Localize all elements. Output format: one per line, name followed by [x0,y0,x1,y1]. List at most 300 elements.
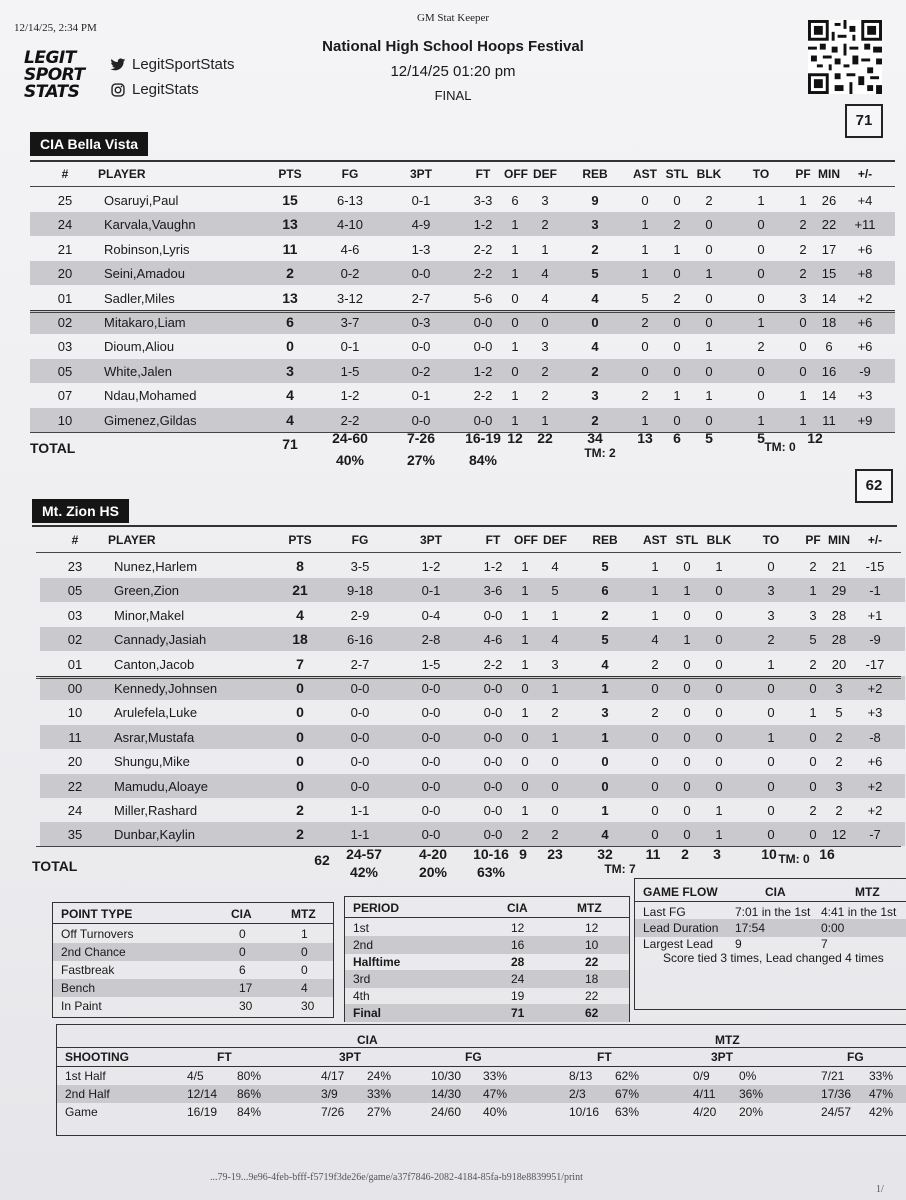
stat-off: 0 [511,315,519,330]
game-flow-note: Score tied 3 times, Lead changed 4 times [663,951,884,965]
stat-ast: 0 [641,363,649,379]
team-b-name: Mt. Zion HS [32,499,129,523]
stat-stl: 0 [683,656,691,672]
stat-stl: 0 [683,607,691,623]
table-row: 4th 19 22 [353,989,599,1003]
stat-ft: 0-0 [483,803,503,818]
stat-blk: 1 [715,803,723,818]
stat-name: Robinson,Lyris [104,241,190,257]
stat-to: 0 [767,681,775,696]
stat-reb: 3 [601,705,609,721]
stat-name: Dunbar,Kaylin [114,827,195,843]
stat-ast: 0 [641,339,649,355]
stat-num: 05 [57,363,73,379]
stat-def: 4 [551,559,559,574]
stat-stl: 2 [673,290,681,306]
stat-num: 03 [57,339,73,355]
player-row [30,237,895,261]
stat-def: 1 [551,729,559,745]
stat-reb: 1 [601,681,609,696]
stat-tp: 0-1 [421,583,441,599]
stat-reb: 3 [591,388,599,404]
divider [30,160,895,162]
stat-blk: 0 [715,778,723,794]
stat-sheet: 12/14/25, 2:34 PM GM Stat Keeper LEGIT SPORT STATS LegitSportStats LegitStats National High School Hoops Festival 12/14/25 01:20 pm FINAL 71 CIA Bella Vista # PLAYER PTS FG 3PT FT OFF DEF REB AST STL BLK TO PF MIN +/- 25 Osaruyi,Paul 15 6-13 0-1 3-3 6 3 9 0 0 2 1 1 26 +4 24 Karvala,Vaughn 13 4-10 4-9 1-2 1 2 3 1 2 0 0 2 22 +11 21 Robinson,Lyris 11 4-6 1-3 2-2 1 1 2 1 1 0 0 2 17 +6 20 Seini,Amadou 2 0-2 0-0 2-2 1 4 5 1 0 1 0 2 15 +8 01 Sadler,Miles 13 3-12 2-7 5-6 0 4 4 5 2 0 0 3 14 +2 02 Mitakaro,Liam 6 3-7 0-3 0-0 0 0 0 2 0 0 1 0 18 +6 03 Dioum,Aliou 0 0-1 0-0 0-0 1 3 4 0 0 1 2 0 6 +6 05 White,Jalen 3 1-5 0-2 1-2 0 2 2 0 0 0 0 0 16 -9 07 Ndau,Mohamed 4 1-2 0-1 2-2 1 2 3 2 1 1 0 1 14 +3 10 Gimenez,Gildas 4 2-2 0-0 0-0 1 1 2 1 0 0 1 1 11 +9 TOTAL 71 24-60 7-26 16-19 12 22 34 13 6 5 5 12 40% 27% 84% TM: 2 TM: 0 62 Mt. Zion HS # PLAYER PTS FG 3PT FT OFF DEF REB AST STL BLK TO PF MIN +/- 23 Nunez,Harlem 8 3-5 1-2 1-2 1 4 5 1 0 1 0 2 21 -15 05 Green,Zion 21 9-18 0-1 3-6 1 5 6 1 1 0 3 1 29 -1 03 Minor,Makel 4 2-9 0-4 0-0 1 1 2 1 0 0 3 3 28 +1 02 Cannady,Jasiah 18 6-16 2-8 4-6 1 4 5 4 1 0 2 5 28 -9 01 Canton,Jacob 7 2-7 1-5 2-2 1 3 4 2 0 0 1 2 20 -17 00 Kennedy,Johnsen 0 0-0 0-0 0-0 0 1 1 0 0 0 0 0 3 +2 10 Arulefela,Luke 0 0-0 0-0 0-0 1 2 3 2 0 0 0 1 5 +3 11 Asrar,Mustafa 0 0-0 0-0 0-0 0 1 1 0 0 0 1 0 2 -8 20 Shungu,Mike 0 0-0 0-0 0-0 0 0 0 0 0 0 0 0 2 +6 22 Mamudu,Aloaye 0 0-0 0-0 0-0 0 0 0 0 0 0 0 0 3 +2 24 Miller,Rashard 2 1-1 0-0 0-0 1 0 1 0 0 1 0 2 2 +2 35 Dunbar,Kaylin 2 1-1 0-0 0-0 2 2 4 0 0 1 0 0 12 -7 TOTAL 62 24-57 4-20 10-16 9 23 32 11 2 3 10 16 42% 20% 63% TM: 7 TM: 0 POINT TYPE CIA MTZ Off Turnovers 0 1 2nd Chance 0 0 Fastbreak 6 0 Bench 17 4 In Paint 30 30 PERIOD CIA MTZ 1st 12 12 2nd 16 10 Halftime 28 22 3rd 24 18 4th 19 22 Final 71 62 GAME FLOW CIA MTZ Last FG 7:01 in the 1st 4:41 in the 1st Lead Duration 17:54 0:00 Largest Lead 9 7 Score tied 3 times, Lead changed 4 times CIA MTZ SHOOTING FT 3PT FG FT 3PT FG 1st Half 4/5 80% 4/17 24% 10/30 33% 8/13 62% 0/9 0% 7/21 33% 2nd Half 12/14 86% 3/9 33% 14/30 47% 2/3 67% 4/11 36% 17/36 47% Game 16/19 84% 7/26 27% 24/60 40% 10/16 63% 4/20 20% 24/57 42% ...79-19...9e96-4feb-bfff-f5719f3de26e/game/a37f7846-2082-4184-85fa-b918e8839951/print 1/ [0,0,906,1200]
team-a-total-label: TOTAL [30,440,76,456]
stat-reb: 0 [591,315,599,330]
stat-ft: 0-0 [483,681,503,696]
stat-ft: 0-0 [473,412,493,428]
period-table: PERIOD CIA MTZ 1st 12 12 2nd 16 10 Halftime 28 22 3rd 24 18 4th 19 22 Final 71 62 [344,896,630,1022]
stat-num: 10 [67,705,83,721]
stat-name: Green,Zion [114,583,180,599]
stat-def: 0 [551,778,559,794]
stat-pm: +6 [857,315,873,330]
team-b-column-header: # PLAYER PTS FG 3PT FT OFF DEF REB AST STL BLK TO PF MIN +/- [71,533,883,547]
stat-ast: 1 [651,559,659,574]
stat-blk: 0 [705,241,713,257]
stat-blk: 0 [705,412,713,428]
stat-pm: +4 [857,193,873,208]
stat-to: 3 [767,607,775,623]
table-row: Halftime 28 22 [353,955,599,969]
stat-ast: 0 [651,803,659,818]
stat-min: 20 [831,656,847,672]
stat-stl: 0 [683,778,691,794]
player-row [30,383,895,407]
stat-pf: 3 [809,607,817,623]
stat-name: Shungu,Mike [114,754,190,770]
legit-sport-stats-logo: LEGIT SPORT STATS [24,48,85,102]
qr-code-icon [808,20,882,94]
stat-fg: 1-5 [340,363,360,379]
stat-tp: 0-3 [411,315,431,330]
stat-pm: +9 [857,412,873,428]
stat-off: 0 [511,290,519,306]
stat-pm: +1 [867,607,883,623]
stat-name: Kennedy,Johnsen [114,681,218,696]
stat-tp: 0-0 [421,778,441,794]
stat-ast: 0 [651,754,659,770]
stat-pm: +2 [857,290,873,306]
stat-to: 0 [757,363,765,379]
stat-reb: 0 [601,754,609,770]
stat-stl: 2 [673,217,681,233]
stat-name: Canton,Jacob [114,656,195,672]
footer-url: ...79-19...9e96-4feb-bfff-f5719f3de26e/game/a37f7846-2082-4184-85fa-b918e8839951/print [210,1172,583,1183]
stat-name: Sadler,Miles [104,290,175,306]
stat-pts: 3 [286,362,294,379]
stat-ast: 2 [651,656,659,672]
stat-pm: -8 [869,729,881,745]
stat-tp: 0-0 [421,681,441,696]
stat-stl: 0 [683,803,691,818]
stat-tp: 0-0 [411,412,431,428]
game-status: FINAL [434,88,472,103]
stat-blk: 0 [705,290,713,306]
stat-stl: 0 [683,827,691,843]
instagram-handle: LegitStats [110,81,199,98]
stat-def: 0 [551,803,559,818]
stat-pts: 4 [286,411,294,428]
shooting-row: 2nd Half 12/14 86% 3/9 33% 14/30 47% 2/3 67% 4/11 36% 17/36 47% [57,1085,906,1103]
stat-fg: 3-5 [350,559,370,574]
stat-pf: 0 [809,827,817,843]
stat-pf: 2 [809,656,817,672]
stat-name: Karvala,Vaughn [104,217,196,233]
stat-pm: +11 [854,217,876,233]
stat-stl: 0 [673,339,681,355]
stat-tp: 4-9 [411,217,431,233]
stat-fg: 2-7 [350,656,370,672]
stat-stl: 0 [683,705,691,721]
stat-ast: 4 [651,632,659,648]
stat-off: 1 [521,583,529,599]
stat-pf: 2 [809,559,817,574]
stat-ast: 0 [651,827,659,843]
stat-ft: 4-6 [483,632,503,648]
stat-def: 1 [551,607,559,623]
stat-tp: 0-0 [411,339,431,355]
stat-min: 11 [822,412,836,428]
stat-fg: 1-1 [350,803,370,818]
twitter-handle: LegitSportStats [110,56,235,73]
stat-pm: +6 [857,241,873,257]
event-datetime: 12/14/25 01:20 pm [390,63,516,80]
player-row [40,652,905,676]
player-row [40,700,905,724]
stat-pts: 8 [296,558,304,574]
stat-off: 0 [521,729,529,745]
stat-to: 1 [757,412,765,428]
stat-to: 0 [767,754,775,770]
stat-reb: 2 [591,412,599,428]
stat-reb: 4 [601,827,609,843]
player-row [30,334,895,358]
player-row [40,676,905,700]
stat-off: 1 [521,559,529,574]
table-row: Largest Lead 9 7 [643,937,828,951]
stat-off: 1 [521,607,529,623]
stat-ft: 0-0 [473,315,493,330]
stat-ft: 3-3 [473,193,493,208]
stat-num: 25 [57,193,73,208]
table-row: Off Turnovers 0 1 [61,927,308,941]
stat-ast: 1 [641,266,649,282]
stat-to: 0 [757,388,765,404]
stat-min: 17 [821,241,837,257]
stat-reb: 4 [601,656,609,672]
stat-ft: 2-2 [473,241,493,257]
stat-fg: 4-6 [340,241,360,257]
stat-ast: 0 [651,778,659,794]
stat-min: 28 [831,632,847,648]
stat-min: 28 [831,607,847,623]
stat-ast: 5 [641,290,649,306]
stat-def: 3 [541,193,549,208]
stat-pts: 0 [296,728,304,745]
stat-min: 2 [835,754,843,770]
stat-pts: 21 [292,582,308,599]
stat-pm: +3 [867,705,883,721]
stat-to: 1 [767,729,775,745]
stat-off: 6 [511,193,519,208]
stat-def: 3 [541,339,549,355]
stat-ft: 0-0 [483,705,503,721]
stat-ast: 0 [641,193,649,208]
stat-blk: 0 [705,217,713,233]
stat-min: 5 [835,705,843,721]
stat-name: Seini,Amadou [104,266,185,282]
stat-def: 0 [551,754,559,770]
stat-num: 35 [67,827,83,843]
stat-def: 2 [541,217,549,233]
stat-fg: 3-7 [340,315,360,330]
stat-blk: 1 [715,559,723,574]
stat-pts: 0 [296,777,304,794]
stat-pts: 2 [296,802,304,818]
stat-pts: 13 [282,216,298,233]
stat-stl: 0 [673,266,681,282]
stat-num: 20 [57,266,73,282]
stat-def: 2 [541,363,549,379]
stat-name: Nunez,Harlem [114,559,198,574]
stat-tp: 0-0 [421,705,441,721]
stat-pts: 0 [286,338,294,355]
stat-to: 0 [767,778,775,794]
stat-num: 23 [67,559,83,574]
stat-blk: 0 [715,607,723,623]
stat-pf: 1 [799,193,807,208]
stat-pts: 2 [296,826,304,843]
stat-pts: 18 [292,631,308,648]
stat-tp: 0-0 [421,827,441,843]
stat-to: 0 [767,803,775,818]
stat-ast: 1 [641,217,649,233]
stat-pts: 11 [282,240,298,257]
stat-to: 0 [757,266,765,282]
stat-to: 0 [767,705,775,721]
stat-ast: 2 [641,388,649,404]
stat-ft: 1-2 [473,363,493,379]
stat-tp: 0-0 [421,754,441,770]
stat-to: 0 [757,241,765,257]
stat-num: 02 [57,315,73,330]
stat-pm: -1 [869,583,881,599]
stat-ft: 0-0 [483,827,503,843]
stat-blk: 1 [705,388,713,404]
stat-pf: 3 [799,290,807,306]
stat-name: Mitakaro,Liam [104,315,186,330]
team-a-name: CIA Bella Vista [30,132,148,156]
stat-fg: 6-13 [336,193,364,208]
stat-to: 1 [767,656,775,672]
stat-stl: 0 [683,559,691,574]
stat-stl: 0 [673,363,681,379]
stat-to: 2 [757,339,765,355]
stat-to: 0 [767,559,775,574]
stat-stl: 1 [673,241,681,257]
stat-blk: 1 [705,339,713,355]
stat-off: 1 [511,412,519,428]
stat-tp: 2-8 [421,632,441,648]
stat-min: 22 [821,217,837,233]
player-row [30,212,895,236]
stat-def: 0 [541,315,549,330]
stat-fg: 0-0 [350,705,370,721]
stat-ft: 1-2 [483,559,503,574]
shooting-row: Game 16/19 84% 7/26 27% 24/60 40% 10/16 63% 4/20 20% 24/57 42% [65,1105,894,1119]
stat-pts: 7 [296,655,304,672]
stat-num: 24 [67,803,83,818]
stat-pts: 0 [296,753,304,770]
team-a-column-header: # PLAYER PTS FG 3PT FT OFF DEF REB AST STL BLK TO PF MIN +/- [61,167,873,181]
stat-blk: 0 [715,656,723,672]
stat-num: 01 [67,656,83,672]
stat-num: 03 [67,607,83,623]
stat-reb: 5 [591,266,599,282]
stat-ast: 0 [651,681,659,696]
stat-to: 1 [757,315,765,330]
app-name: GM Stat Keeper [416,12,490,24]
stat-ft: 2-2 [473,388,493,404]
stat-pm: -15 [865,559,885,574]
stat-off: 0 [521,754,529,770]
table-row: Fastbreak 6 0 [61,963,308,977]
player-row [40,798,905,822]
stat-fg: 0-0 [350,729,370,745]
stat-stl: 0 [683,681,691,696]
stat-pm: -7 [869,827,881,843]
stat-pts: 15 [282,192,298,208]
stat-tp: 1-5 [421,656,441,672]
stat-tp: 2-7 [411,290,431,306]
stat-to: 3 [767,583,775,599]
stat-tp: 0-0 [421,803,441,818]
stat-ft: 0-0 [473,339,493,355]
team-b-score: 62 [855,469,893,503]
stat-def: 4 [541,290,549,306]
table-row: Last FG 7:01 in the 1st 4:41 in the 1st [643,905,897,919]
stat-pf: 0 [809,681,817,696]
stat-pts: 4 [296,606,304,623]
event-title: National High School Hoops Festival [322,38,584,55]
stat-min: 16 [821,363,837,379]
stat-ft: 0-0 [483,607,503,623]
stat-pts: 13 [282,289,298,306]
stat-pm: -9 [869,632,881,648]
stat-pf: 5 [809,632,817,648]
stat-pm: +6 [857,339,873,355]
stat-pf: 0 [799,339,807,355]
player-row [30,188,895,212]
stat-ft: 2-2 [473,266,493,282]
stat-min: 3 [835,778,843,794]
stat-to: 0 [757,290,765,306]
stat-reb: 4 [591,339,599,355]
stat-min: 12 [831,827,847,843]
divider [32,525,897,527]
stat-to: 0 [757,217,765,233]
player-row [30,408,895,432]
stat-num: 20 [67,754,83,770]
stat-name: Minor,Makel [114,607,185,623]
stat-fg: 1-2 [340,388,360,404]
stat-num: 01 [57,290,73,306]
stat-fg: 0-0 [350,754,370,770]
stat-off: 1 [511,339,519,355]
table-row: In Paint 30 30 [61,999,315,1013]
stat-min: 2 [835,729,843,745]
stat-blk: 0 [705,315,713,330]
stat-ft: 0-0 [483,778,503,794]
stat-num: 11 [68,729,82,745]
stat-stl: 1 [683,583,691,599]
stat-pf: 1 [809,583,817,599]
stat-off: 1 [521,803,529,818]
stat-pf: 0 [809,778,817,794]
stat-off: 0 [511,363,519,379]
stat-reb: 1 [601,803,609,818]
stat-ft: 2-2 [483,656,503,672]
stat-name: White,Jalen [104,363,172,379]
stat-min: 3 [835,681,843,696]
stat-num: 21 [57,241,73,257]
stat-num: 00 [67,681,83,696]
shooting-table: CIA MTZ SHOOTING FT 3PT FG FT 3PT FG 1st Half 4/5 80% 4/17 24% 10/30 33% 8/13 62% 0/9 0% 7/21 33% 2nd Half 12/14 86% 3/9 33% 14/30 47% 2/3 67% 4/11 36% 17/36 47% Game 16/19 84% 7/26 27% 24/60 40% 10/16 63% 4/20 20% 24/57 42% [56,1024,906,1136]
stat-stl: 0 [683,729,691,745]
stat-off: 1 [511,217,519,233]
player-row [40,725,905,749]
stat-pm: +6 [867,754,883,770]
stat-pf: 1 [799,388,807,404]
stat-pts: 0 [296,704,304,721]
stat-blk: 0 [715,583,723,599]
print-timestamp: 12/14/25, 2:34 PM [14,22,97,34]
stat-off: 1 [521,656,529,672]
table-row: Lead Duration 17:54 0:00 [635,919,906,937]
stat-num: 05 [67,583,83,599]
stat-fg: 0-2 [340,266,360,282]
stat-def: 1 [551,681,559,696]
team-a-score: 71 [845,104,883,138]
stat-pf: 1 [809,705,817,721]
stat-num: 10 [57,412,73,428]
stat-reb: 5 [601,559,609,574]
stat-to: 1 [757,193,765,208]
stat-def: 1 [541,412,549,428]
stat-name: Ndau,Mohamed [104,388,197,404]
stat-ast: 1 [651,583,659,599]
stat-reb: 2 [591,241,599,257]
stat-name: Osaruyi,Paul [104,193,179,208]
stat-pf: 1 [799,412,807,428]
stat-pf: 2 [799,241,807,257]
stat-off: 1 [511,266,519,282]
stat-ft: 1-2 [473,217,493,233]
player-row [30,261,895,285]
stat-blk: 1 [705,266,713,282]
stat-reb: 4 [591,290,599,306]
stat-pts: 6 [286,314,294,330]
stat-pts: 4 [286,387,294,404]
table-row: 2nd Chance 0 0 [53,943,333,961]
stat-name: Gimenez,Gildas [104,412,197,428]
stat-reb: 0 [601,778,609,794]
stat-ft: 0-0 [483,729,503,745]
table-row: Bench 17 4 [53,979,333,997]
player-row [30,286,895,310]
